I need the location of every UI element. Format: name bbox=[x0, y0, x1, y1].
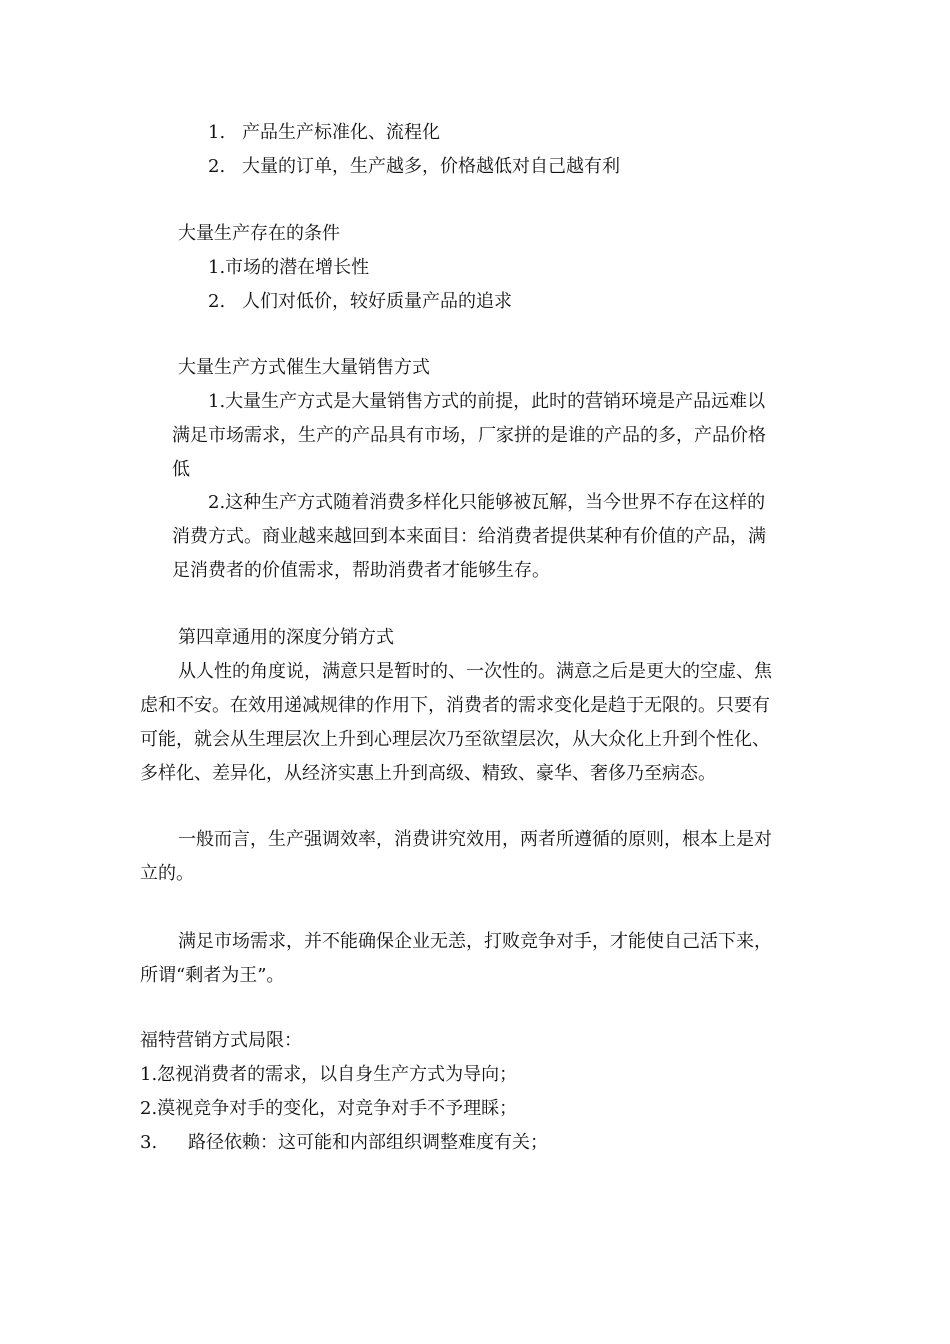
paragraph-line: 虑和不安。在效用递减规律的作用下，消费者的需求变化是趋于无限的。只要有 bbox=[140, 695, 770, 716]
list-text: 大量的订单，生产越多，价格越低对自己越有利 bbox=[242, 156, 620, 177]
list-number: 2. bbox=[208, 291, 226, 312]
list-item: 2.漠视竞争对手的变化，对竞争对手不予理睬； bbox=[140, 1098, 518, 1119]
paragraph-line: 满足市场需求，并不能确保企业无恙，打败竞争对手，才能使自己活下来， bbox=[178, 931, 772, 952]
paragraph-line: 低 bbox=[172, 459, 190, 480]
list-item: 1.忽视消费者的需求，以自身生产方式为导向； bbox=[140, 1064, 518, 1085]
paragraph-line: 满足市场需求，生产的产品具有市场，厂家拼的是谁的产品的多，产品价格 bbox=[172, 425, 766, 446]
paragraph-line: 足消费者的价值需求，帮助消费者才能够生存。 bbox=[172, 560, 550, 581]
paragraph-line: 可能，就会从生理层次上升到心理层次乃至欲望层次，从大众化上升到个性化、 bbox=[140, 729, 770, 750]
list-text: 产品生产标准化、流程化 bbox=[242, 122, 440, 143]
list-item: 1.市场的潜在增长性 bbox=[208, 257, 370, 278]
section-heading: 福特营销方式局限： bbox=[140, 1030, 302, 1051]
list-number: 3. bbox=[140, 1132, 158, 1153]
list-item bbox=[208, 121, 440, 145]
list-item bbox=[140, 1131, 548, 1155]
paragraph-line: 立的。 bbox=[140, 863, 194, 884]
paragraph-line: 1.大量生产方式是大量销售方式的前提，此时的营销环境是产品远难以 bbox=[208, 391, 766, 412]
paragraph-line: 从人性的角度说，满意只是暂时的、一次性的。满意之后是更大的空虚、焦 bbox=[178, 661, 772, 682]
paragraph-line: 多样化、差异化，从经济实惠上升到高级、精致、豪华、奢侈乃至病态。 bbox=[140, 763, 716, 784]
section-heading: 大量生产存在的条件 bbox=[178, 223, 340, 244]
list-number: 1. bbox=[208, 122, 226, 143]
section-heading: 大量生产方式催生大量销售方式 bbox=[178, 357, 430, 378]
list-text: 路径依赖：这可能和内部组织调整难度有关； bbox=[188, 1132, 548, 1153]
paragraph-line: 所谓“剩者为王”。 bbox=[140, 965, 285, 986]
paragraph-line: 一般而言，生产强调效率，消费讲究效用，两者所遵循的原则，根本上是对 bbox=[178, 829, 772, 850]
list-text: 人们对低价，较好质量产品的追求 bbox=[242, 291, 512, 312]
list-number: 2. bbox=[208, 156, 226, 177]
chapter-heading: 第四章通用的深度分销方式 bbox=[178, 627, 394, 648]
paragraph-line: 消费方式。商业越来越回到本来面目：给消费者提供某种有价值的产品，满 bbox=[172, 526, 766, 547]
paragraph-line: 2.这种生产方式随着消费多样化只能够被瓦解，当今世界不存在这样的 bbox=[208, 492, 766, 513]
list-item bbox=[208, 155, 620, 179]
list-item bbox=[208, 290, 512, 314]
